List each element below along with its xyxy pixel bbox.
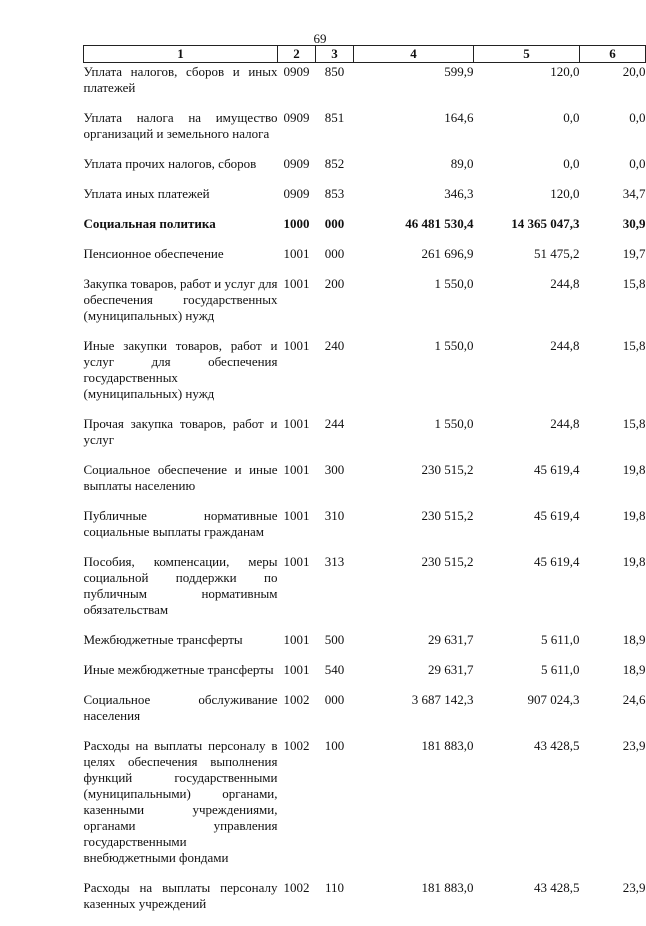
- value-col5: 51 475,2: [474, 246, 580, 276]
- section-code: 1002: [278, 880, 316, 926]
- value-col5: 45 619,4: [474, 508, 580, 554]
- item-name: Расходы на выплаты персоналу в целях обеспечения выполнения функций государственными (муниципальными) органами, казенными учреждениями, органами управления государственными внебюджетными фондами: [84, 738, 278, 880]
- value-col4: 29 631,7: [354, 662, 474, 692]
- value-col4: 181 883,0: [354, 880, 474, 926]
- section-code: 1002: [278, 738, 316, 880]
- column-header: 6: [580, 46, 646, 63]
- value-col4: 164,6: [354, 110, 474, 156]
- table-row: [84, 63, 646, 111]
- table-row: [84, 462, 646, 508]
- expense-code: 851: [316, 110, 354, 156]
- value-col4: 1 550,0: [354, 338, 474, 416]
- expense-code: 300: [316, 462, 354, 508]
- column-header: 1: [84, 46, 278, 63]
- expense-code: 852: [316, 156, 354, 186]
- column-header: 3: [316, 46, 354, 63]
- item-name: Иные межбюджетные трансферты: [84, 662, 278, 692]
- item-name: Уплата налога на имущество организаций и земельного налога: [84, 110, 278, 156]
- expense-code: 000: [316, 692, 354, 738]
- budget-table: [83, 45, 646, 926]
- value-col4: 3 687 142,3: [354, 692, 474, 738]
- section-code: 1001: [278, 554, 316, 632]
- table-body: [84, 63, 646, 926]
- value-col6: 24,6: [580, 692, 646, 738]
- value-col4: 29 631,7: [354, 632, 474, 662]
- value-col6: 34,7: [580, 186, 646, 216]
- value-col5: 244,8: [474, 276, 580, 338]
- item-name: Уплата налогов, сборов и иных платежей: [84, 63, 278, 111]
- expense-code: 313: [316, 554, 354, 632]
- item-name: Социальная политика: [84, 216, 278, 246]
- item-name: Пособия, компенсации, меры социальной поддержки по публичным нормативным обязательствам: [84, 554, 278, 632]
- section-code: 1001: [278, 416, 316, 462]
- expense-code: 100: [316, 738, 354, 880]
- value-col5: 0,0: [474, 110, 580, 156]
- table-row: [84, 662, 646, 692]
- expense-code: 110: [316, 880, 354, 926]
- section-code: 1001: [278, 632, 316, 662]
- value-col5: 120,0: [474, 186, 580, 216]
- value-col4: 89,0: [354, 156, 474, 186]
- table-row: [84, 216, 646, 246]
- header-row: [84, 46, 646, 63]
- expense-code: 853: [316, 186, 354, 216]
- section-code: 1001: [278, 338, 316, 416]
- section-code: 0909: [278, 63, 316, 111]
- value-col6: 15,8: [580, 276, 646, 338]
- column-header: 2: [278, 46, 316, 63]
- item-name: Социальное обслуживание населения: [84, 692, 278, 738]
- expense-code: 000: [316, 246, 354, 276]
- item-name: Прочая закупка товаров, работ и услуг: [84, 416, 278, 462]
- value-col4: 181 883,0: [354, 738, 474, 880]
- value-col6: 15,8: [580, 416, 646, 462]
- value-col5: 0,0: [474, 156, 580, 186]
- table-row: [84, 416, 646, 462]
- value-col5: 5 611,0: [474, 632, 580, 662]
- value-col5: 120,0: [474, 63, 580, 111]
- value-col5: 907 024,3: [474, 692, 580, 738]
- value-col4: 1 550,0: [354, 416, 474, 462]
- table-row: [84, 632, 646, 662]
- value-col6: 18,9: [580, 632, 646, 662]
- value-col6: 23,9: [580, 880, 646, 926]
- section-code: 1001: [278, 462, 316, 508]
- expense-code: 540: [316, 662, 354, 692]
- table-row: [84, 246, 646, 276]
- section-code: 1001: [278, 508, 316, 554]
- section-code: 1000: [278, 216, 316, 246]
- expense-code: 000: [316, 216, 354, 246]
- expense-code: 310: [316, 508, 354, 554]
- value-col4: 46 481 530,4: [354, 216, 474, 246]
- value-col4: 1 550,0: [354, 276, 474, 338]
- table-row: [84, 186, 646, 216]
- value-col4: 346,3: [354, 186, 474, 216]
- column-header: 4: [354, 46, 474, 63]
- value-col6: 18,9: [580, 662, 646, 692]
- item-name: Закупка товаров, работ и услуг для обеспечения государственных (муниципальных) нужд: [84, 276, 278, 338]
- expense-code: 240: [316, 338, 354, 416]
- item-name: Уплата прочих налогов, сборов: [84, 156, 278, 186]
- section-code: 1001: [278, 662, 316, 692]
- value-col4: 230 515,2: [354, 462, 474, 508]
- value-col6: 30,9: [580, 216, 646, 246]
- section-code: 1001: [278, 246, 316, 276]
- value-col4: 230 515,2: [354, 508, 474, 554]
- expense-code: 500: [316, 632, 354, 662]
- value-col5: 45 619,4: [474, 554, 580, 632]
- value-col5: 14 365 047,3: [474, 216, 580, 246]
- value-col6: 0,0: [580, 156, 646, 186]
- value-col5: 244,8: [474, 338, 580, 416]
- value-col6: 19,8: [580, 554, 646, 632]
- section-code: 0909: [278, 186, 316, 216]
- value-col5: 45 619,4: [474, 462, 580, 508]
- value-col5: 244,8: [474, 416, 580, 462]
- table-row: [84, 156, 646, 186]
- table-row: [84, 508, 646, 554]
- table-row: [84, 276, 646, 338]
- expense-code: 200: [316, 276, 354, 338]
- value-col6: 23,9: [580, 738, 646, 880]
- item-name: Межбюджетные трансферты: [84, 632, 278, 662]
- value-col6: 19,7: [580, 246, 646, 276]
- expense-code: 244: [316, 416, 354, 462]
- value-col6: 0,0: [580, 110, 646, 156]
- item-name: Социальное обеспечение и иные выплаты населению: [84, 462, 278, 508]
- table-row: [84, 554, 646, 632]
- section-code: 0909: [278, 110, 316, 156]
- item-name: Иные закупки товаров, работ и услуг для обеспечения государственных (муниципальных) нужд: [84, 338, 278, 416]
- table-row: [84, 738, 646, 880]
- value-col6: 19,8: [580, 508, 646, 554]
- value-col6: 20,0: [580, 63, 646, 111]
- table-row: [84, 110, 646, 156]
- table-row: [84, 338, 646, 416]
- section-code: 1002: [278, 692, 316, 738]
- item-name: Пенсионное обеспечение: [84, 246, 278, 276]
- value-col4: 599,9: [354, 63, 474, 111]
- table-row: [84, 692, 646, 738]
- section-code: 1001: [278, 276, 316, 338]
- value-col6: 19,8: [580, 462, 646, 508]
- section-code: 0909: [278, 156, 316, 186]
- column-header: 5: [474, 46, 580, 63]
- expense-code: 850: [316, 63, 354, 111]
- item-name: Расходы на выплаты персоналу казенных учреждений: [84, 880, 278, 926]
- value-col4: 230 515,2: [354, 554, 474, 632]
- value-col5: 5 611,0: [474, 662, 580, 692]
- value-col5: 43 428,5: [474, 738, 580, 880]
- table-row: [84, 880, 646, 926]
- page-number: 69: [0, 31, 640, 47]
- value-col6: 15,8: [580, 338, 646, 416]
- item-name: Публичные нормативные социальные выплаты гражданам: [84, 508, 278, 554]
- value-col5: 43 428,5: [474, 880, 580, 926]
- value-col4: 261 696,9: [354, 246, 474, 276]
- item-name: Уплата иных платежей: [84, 186, 278, 216]
